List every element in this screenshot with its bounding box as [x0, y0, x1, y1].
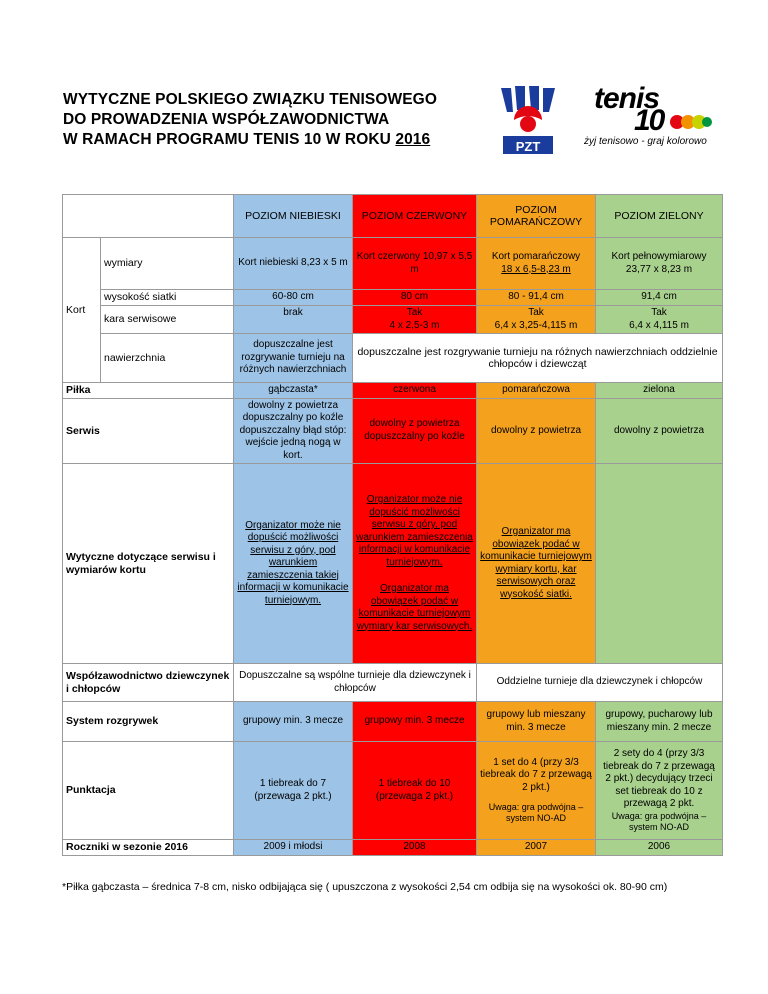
roczniki-orange: 2007	[477, 840, 596, 856]
pilka-orange: pomarańczowa	[477, 383, 596, 399]
wymiary-green: Kort pełnowymiarowy 23,77 x 8,23 m	[596, 238, 723, 290]
wymiary-orange: Kort pomarańczowy 18 x 6,5-8,23 m	[477, 238, 596, 290]
header-red: POZIOM CZERWONY	[353, 195, 477, 238]
kara-green: Tak 6,4 x 4,115 m	[596, 306, 723, 334]
label-serwis: Serwis	[63, 398, 234, 464]
guidelines-table	[62, 194, 723, 856]
label-punktacja: Punktacja	[63, 742, 234, 840]
kara-orange: Tak 6,4 x 3,25-4,115 m	[477, 306, 596, 334]
header-green: POZIOM ZIELONY	[596, 195, 723, 238]
system-red: grupowy min. 3 mecze	[353, 702, 477, 742]
pzt-logo-text: PZT	[515, 139, 541, 154]
wspolzawodnictwo-blue-red: Dopuszczalne są wspólne turnieje dla dziewczynek i chłopców	[234, 664, 477, 702]
serwis-orange: dowolny z powietrza	[477, 398, 596, 464]
wysokosc-green: 91,4 cm	[596, 290, 723, 306]
label-nawierzchnia: nawierzchnia	[101, 334, 234, 383]
wytyczne-red: Organizator może nie dopuścić możliwości serwisu z góry, pod warunkiem zamieszczenia informacji w komunikacie turniejowym. Organizator ma obowiązek podać w komunikacie turniejowym wymiary kar serwisowych.	[353, 464, 477, 664]
serwis-green: dowolny z powietrza	[596, 398, 723, 464]
kara-blue: brak	[234, 306, 353, 334]
label-roczniki: Roczniki w sezonie 2016	[63, 840, 234, 856]
label-wspolzawodnictwo: Współzawodnictwo dziewczynek i chłopców	[63, 664, 234, 702]
label-wymiary: wymiary	[101, 238, 234, 290]
wysokosc-blue: 60-80 cm	[234, 290, 353, 306]
label-wytyczne: Wytyczne dotyczące serwisu i wymiarów kortu	[63, 464, 234, 664]
label-wysokosc: wysokość siatki	[101, 290, 234, 306]
punktacja-orange: 1 set do 4 (przy 3/3 tiebreak do 7 z przewagą 2 pkt.) Uwaga: gra podwójna – system NO-AD	[477, 742, 596, 840]
title-line-1: WYTYCZNE POLSKIEGO ZWIĄZKU TENISOWEGO	[63, 91, 437, 108]
tenis10-logo	[578, 82, 712, 156]
header-orange: POZIOM POMARAŃCZOWY	[477, 195, 596, 238]
pilka-red: czerwona	[353, 383, 477, 399]
tenis10-slogan: żyj tenisowo - graj kolorowo	[584, 136, 707, 147]
footnote: *Piłka gąbczasta – średnica 7-8 cm, nisko odbijająca się ( upuszczona z wysokości 2,54 cm odbija się na wysokości ok. 80-90 cm)	[62, 881, 668, 893]
wytyczne-blue: Organizator może nie dopuścić możliwości serwisu z góry, pod warunkiem zamieszczenia takiej informacji w komunikacie turniejowym.	[234, 464, 353, 664]
system-green: grupowy, pucharowy lub mieszany min. 2 mecze	[596, 702, 723, 742]
serwis-red: dowolny z powietrza dopuszczalny po koźle	[353, 398, 477, 464]
wspolzawodnictwo-orange-green: Oddzielne turnieje dla dziewczynek i chłopców	[477, 664, 723, 702]
punktacja-red: 1 tiebreak do 10 (przewaga 2 pkt.)	[353, 742, 477, 840]
pilka-green: zielona	[596, 383, 723, 399]
title-line-2: DO PROWADZENIA WSPÓŁZAWODNICTWA	[63, 111, 390, 128]
label-kort: Kort	[63, 238, 101, 383]
title-year: 2016	[395, 131, 431, 148]
tenis10-logo-number: 10	[634, 104, 664, 137]
tennis-balls-icon	[670, 112, 712, 132]
pzt-logo	[497, 82, 559, 156]
tenis10-logo-word: tenis	[594, 82, 660, 115]
roczniki-red: 2008	[353, 840, 477, 856]
wymiary-blue: Kort niebieski 8,23 x 5 m	[234, 238, 353, 290]
punktacja-blue: 1 tiebreak do 7 (przewaga 2 pkt.)	[234, 742, 353, 840]
roczniki-green: 2006	[596, 840, 723, 856]
serwis-blue: dowolny z powietrza dopuszczalny po koźle dopuszczalny błąd stóp: wejście jedną nogą w kort.	[234, 398, 353, 464]
header-empty-cell	[63, 195, 234, 238]
header-row	[63, 195, 723, 238]
system-orange: grupowy lub mieszany min. 3 mecze	[477, 702, 596, 742]
wytyczne-orange: Organizator ma obowiązek podać w komunikacie turniejowym wymiary kortu, kar serwisowych oraz wysokość siatki.	[477, 464, 596, 664]
page-title	[63, 90, 437, 150]
title-line-3: W RAMACH PROGRAMU TENIS 10 W ROKU 2016	[63, 131, 431, 148]
nawierzchnia-blue: dopuszczalne jest rozgrywanie turnieju na różnych nawierzchniach	[234, 334, 353, 383]
nawierzchnia-rest: dopuszczalne jest rozgrywanie turnieju na różnych nawierzchniach oddzielnie chłopców i dziewcząt	[353, 334, 723, 383]
label-kara: kara serwisowe	[101, 306, 234, 334]
label-system: System rozgrywek	[63, 702, 234, 742]
wysokosc-red: 80 cm	[353, 290, 477, 306]
wymiary-red: Kort czerwony 10,97 x 5,5 m	[353, 238, 477, 290]
pilka-blue: gąbczasta*	[234, 383, 353, 399]
header-blue: POZIOM NIEBIESKI	[234, 195, 353, 238]
kara-red: Tak 4 x 2,5-3 m	[353, 306, 477, 334]
wysokosc-orange: 80 - 91,4 cm	[477, 290, 596, 306]
wytyczne-green	[596, 464, 723, 664]
roczniki-blue: 2009 i młodsi	[234, 840, 353, 856]
punktacja-green: 2 sety do 4 (przy 3/3 tiebreak do 7 z przewagą 2 pkt.) decydujący trzeci set tiebreak do 10 z przewagą 2 pkt. Uwaga: gra podwójna – system NO-AD	[596, 742, 723, 840]
system-blue: grupowy min. 3 mecze	[234, 702, 353, 742]
label-pilka: Piłka	[63, 383, 234, 399]
